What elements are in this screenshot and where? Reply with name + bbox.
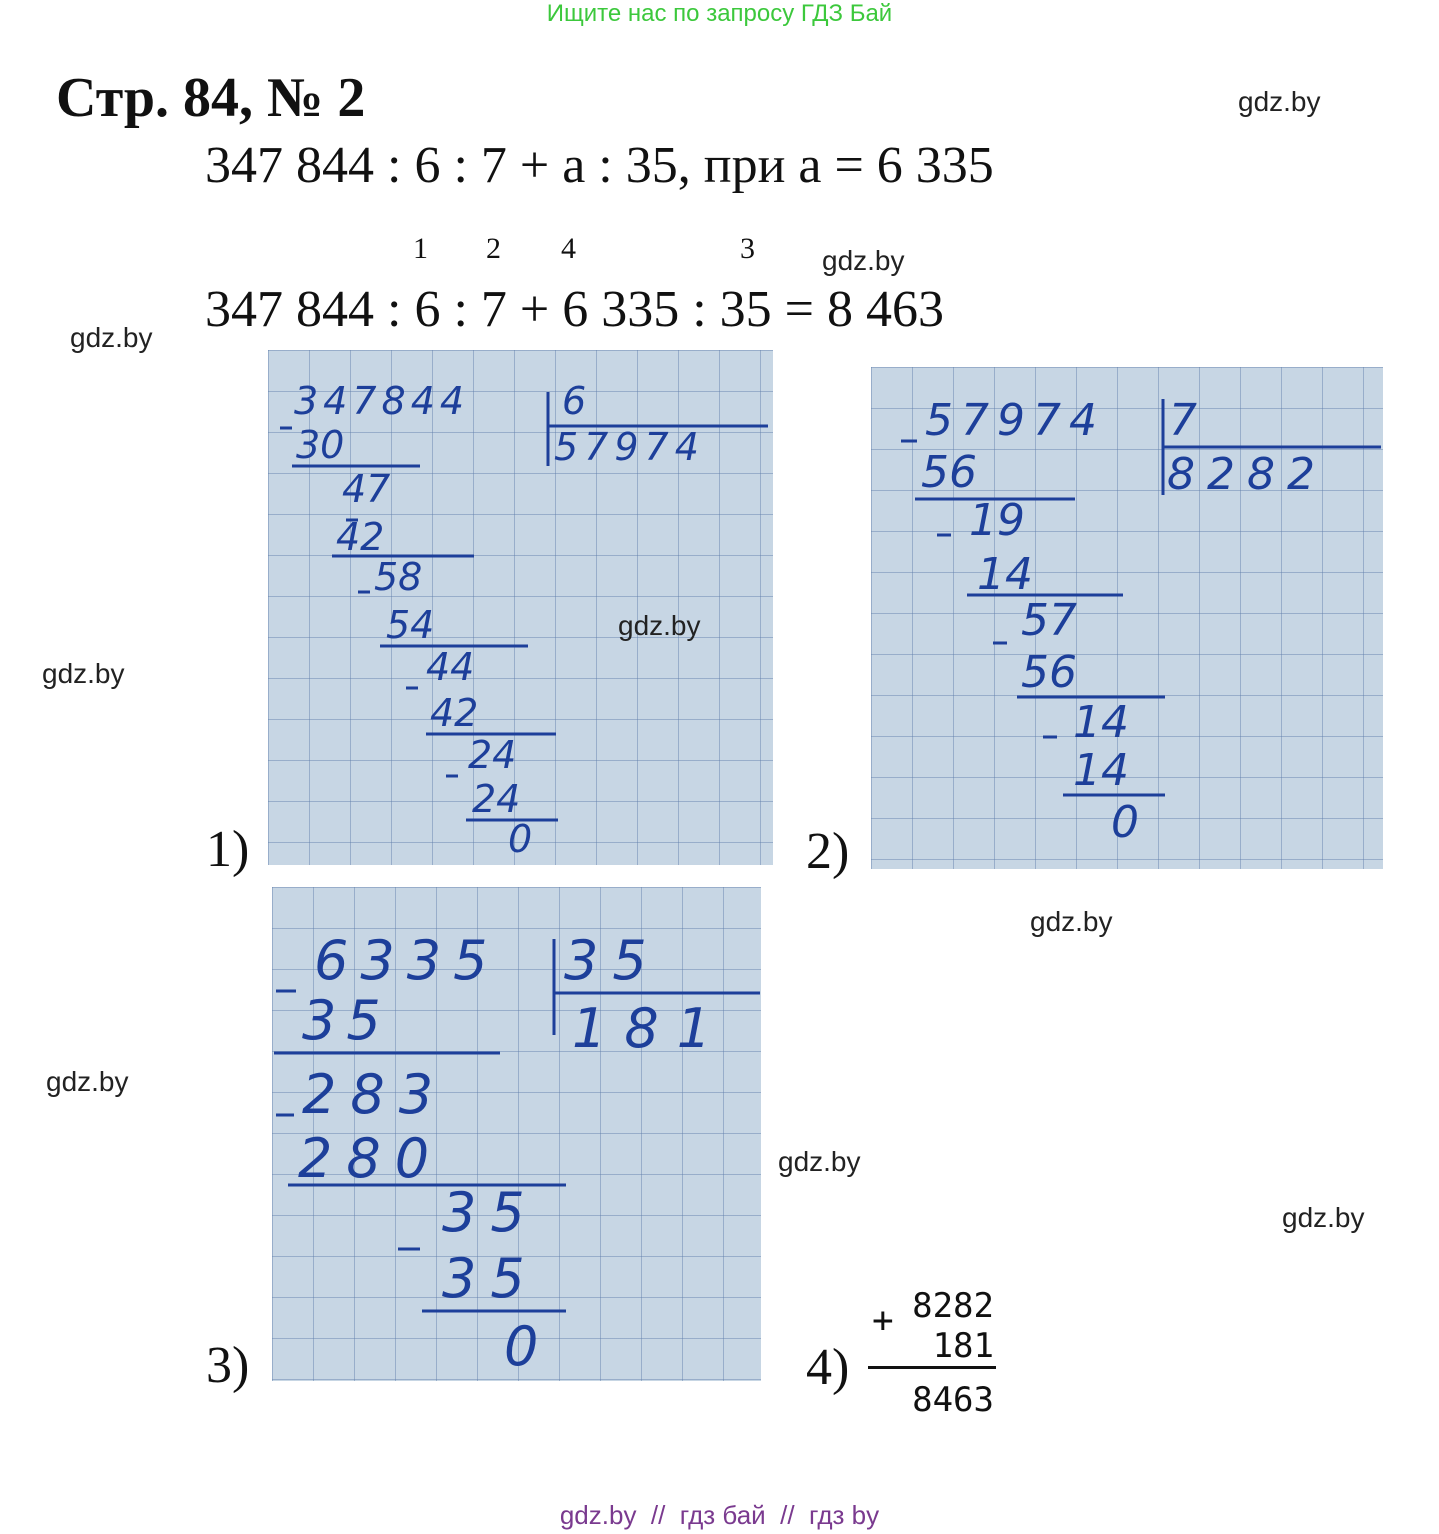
- step-label: 2): [806, 823, 850, 880]
- watermark: gdz.by: [1030, 906, 1113, 937]
- division-3-notebook: [272, 887, 761, 1381]
- division-1-divisor: 6: [562, 379, 587, 423]
- plus-sign: +: [872, 1300, 894, 1341]
- step-label: 4): [806, 1339, 850, 1396]
- division-1-row: 30: [296, 423, 345, 467]
- division-1-notebook: [268, 350, 773, 865]
- footer-links[interactable]: gdz.by // гдз бай // гдз by: [559, 1500, 880, 1530]
- sum-line: [868, 1366, 996, 1369]
- division-2-quotient: 8282: [1167, 449, 1327, 500]
- watermark: gdz.by: [1238, 86, 1321, 117]
- order-mark: 1: [413, 232, 428, 265]
- division-1-row: 54: [386, 603, 435, 647]
- division-2-row: 14: [1073, 745, 1129, 796]
- watermark: gdz.by: [1282, 1202, 1365, 1233]
- division-2-row: 56: [1021, 647, 1077, 698]
- division-1-row: 47: [342, 467, 391, 511]
- order-mark: 4: [561, 232, 576, 265]
- step-label: 3): [206, 1337, 250, 1394]
- division-2-row: 0: [1111, 797, 1139, 848]
- watermark: gdz.by: [46, 1066, 129, 1097]
- watermark: gdz.by: [70, 322, 153, 353]
- division-2-dividend: 57974: [925, 395, 1105, 446]
- sum-result: 8463: [912, 1380, 994, 1420]
- division-1-row: 42: [336, 515, 385, 559]
- division-3-row: 280: [298, 1127, 444, 1190]
- division-3-svg: [272, 887, 761, 1381]
- addend-1: 8282: [912, 1286, 994, 1326]
- division-1-row: 58: [374, 555, 423, 599]
- division-3-quotient: 181: [572, 997, 730, 1060]
- division-1-row: 44: [426, 645, 475, 689]
- division-2-row: 14: [1073, 697, 1129, 748]
- division-1-row: 24: [468, 733, 517, 777]
- division-2-row: 14: [977, 549, 1033, 600]
- division-2-row: 57: [1021, 595, 1077, 646]
- division-1-svg: [268, 350, 773, 865]
- watermark: gdz.by: [778, 1146, 861, 1177]
- watermark: gdz.by: [42, 658, 125, 689]
- division-3-row: 35: [442, 1181, 539, 1244]
- division-2-row: 56: [921, 447, 977, 498]
- division-1-quotient: 57974: [554, 425, 705, 469]
- solution-expression: 347 844 : 6 : 7 + 6 335 : 35 = 8 463: [205, 281, 944, 338]
- division-1-dividend: 347844: [294, 379, 470, 423]
- division-3-row: 35: [302, 989, 391, 1052]
- division-2-row: 19: [969, 495, 1025, 546]
- watermark: gdz.by: [822, 245, 905, 276]
- division-1-row: 0: [508, 817, 533, 861]
- order-mark: 2: [486, 232, 501, 265]
- division-2-divisor: 7: [1169, 395, 1197, 446]
- task-expression: 347 844 : 6 : 7 + а : 35, при а = 6 335: [205, 137, 994, 194]
- addend-2: 181: [932, 1326, 994, 1366]
- addition-column: [868, 1286, 998, 1426]
- division-3-row: 35: [442, 1247, 539, 1310]
- top-banner[interactable]: Ищите нас по запросу ГДЗ Бай: [546, 0, 893, 27]
- page-title: Стр. 84, № 2: [56, 67, 366, 129]
- division-2-svg: [871, 367, 1383, 869]
- step-label: 1): [206, 821, 250, 878]
- division-3-divisor: 35: [564, 929, 661, 992]
- division-2-notebook: [871, 367, 1383, 869]
- order-mark: 3: [740, 232, 755, 265]
- division-1-row: 42: [430, 691, 479, 735]
- division-3-row: 283: [302, 1063, 448, 1126]
- division-3-row: 0: [504, 1315, 539, 1378]
- division-1-row: 24: [472, 777, 521, 821]
- division-3-dividend: 6335: [314, 929, 500, 992]
- watermark: gdz.by: [618, 610, 701, 641]
